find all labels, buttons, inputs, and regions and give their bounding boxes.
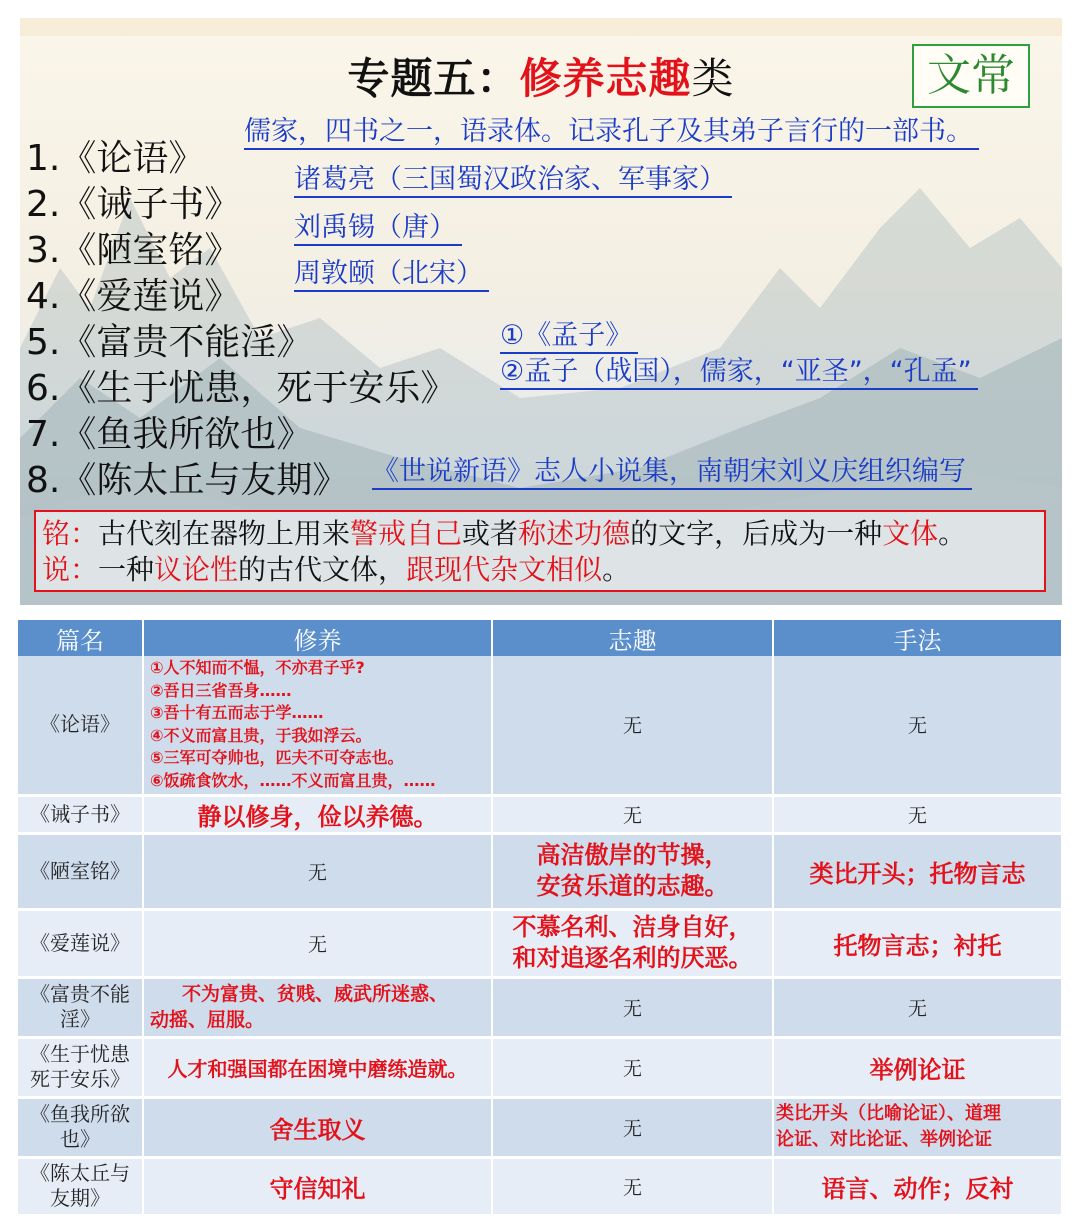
header-cultivation: 修养 <box>143 620 492 656</box>
note-loushiming: 刘禹锡（唐） <box>294 212 462 246</box>
cell-aspiration: 无 <box>492 795 773 833</box>
title-highlight: 修养志趣 <box>519 54 692 103</box>
cell-title: 《富贵不能 淫》 <box>18 977 143 1037</box>
definition-ming: 铭：古代刻在器物上用来警戒自己或者称述功德的文字，后成为一种文体。 <box>42 517 967 550</box>
cell-aspiration: 不慕名利、洁身自好， 和对追逐名利的厌恶。 <box>492 909 773 977</box>
cell-technique: 托物言志；衬托 <box>773 909 1062 977</box>
category-badge: 文常 <box>912 44 1030 108</box>
note-ailianshuo: 周敦颐（北宋） <box>294 258 489 292</box>
work-item: 4.《爱莲说》 <box>26 276 241 317</box>
summary-table <box>18 620 1062 1217</box>
note-jiezishu: 诸葛亮（三国蜀汉政治家、军事家） <box>294 164 732 198</box>
page-title <box>20 46 1062 106</box>
cell-cultivation: 守信知礼 <box>143 1157 492 1215</box>
cell-technique: 语言、动作；反衬 <box>773 1157 1062 1215</box>
cell-title: 《陋室铭》 <box>18 833 143 909</box>
cell-technique: 无 <box>773 977 1062 1037</box>
header-title: 篇名 <box>18 620 143 656</box>
note-lunyu: 儒家，四书之一，语录体。记录孔子及其弟子言行的一部书。 <box>244 116 979 150</box>
cell-aspiration: 无 <box>492 656 773 795</box>
table-row <box>18 909 1062 977</box>
cell-title: 《生于忧患 死于安乐》 <box>18 1037 143 1097</box>
cell-aspiration: 无 <box>492 977 773 1037</box>
work-item: 2.《诫子书》 <box>26 184 241 225</box>
header-aspiration: 志趣 <box>492 620 773 656</box>
cell-technique: 类比开头；托物言志 <box>773 833 1062 909</box>
title-prefix: 专题五： <box>347 54 520 103</box>
title-suffix: 类 <box>691 54 735 103</box>
cell-cultivation: 人才和强国都在困境中磨练造就。 <box>143 1037 492 1097</box>
cell-aspiration: 无 <box>492 1157 773 1215</box>
definition-box <box>34 510 1046 592</box>
cell-aspiration: 高洁傲岸的节操， 安贫乐道的志趣。 <box>492 833 773 909</box>
cell-cultivation: 不为富贵、贫贱、威武所迷惑、 动摇、屈服。 <box>143 977 492 1037</box>
table-row <box>18 1097 1062 1157</box>
table-row <box>18 1037 1062 1097</box>
cell-title: 《爱莲说》 <box>18 909 143 977</box>
cell-title: 《陈太丘与 友期》 <box>18 1157 143 1215</box>
cell-title: 《论语》 <box>18 656 143 795</box>
note-mengzi-author: ②孟子（战国），儒家，“亚圣”，“孔孟” <box>500 356 978 390</box>
cell-cultivation: ①人不知而不愠，不亦君子乎? ②吾日三省吾身…… ③吾十有五而志于学…… ④不义而富且贵，于我如浮云。 ⑤三军可夺帅也，匹夫不可夺志也。 ⑥饭疏食饮水，……不义而富且贵，…… <box>143 656 492 795</box>
work-item: 1.《论语》 <box>26 138 205 179</box>
work-item: 5.《富贵不能淫》 <box>26 322 313 363</box>
work-item: 6.《生于忧患，死于安乐》 <box>26 368 457 409</box>
cell-cultivation: 无 <box>143 833 492 909</box>
definition-shuo: 说：一种议论性的古代文体，跟现代杂文相似。 <box>42 553 631 586</box>
cell-aspiration: 无 <box>492 1097 773 1157</box>
cell-cultivation: 静以修身，俭以养德。 <box>143 795 492 833</box>
cell-title: 《鱼我所欲 也》 <box>18 1097 143 1157</box>
cell-aspiration: 无 <box>492 1037 773 1097</box>
cell-technique: 类比开头（比喻论证）、道理 论证、对比论证、举例论证 <box>773 1097 1062 1157</box>
table-row <box>18 656 1062 795</box>
cell-cultivation: 舍生取义 <box>143 1097 492 1157</box>
cell-title: 《诫子书》 <box>18 795 143 833</box>
note-chentaiqiu: 《世说新语》志人小说集，南朝宋刘义庆组织编写 <box>372 456 972 490</box>
table-row <box>18 1157 1062 1215</box>
table-row <box>18 977 1062 1037</box>
note-mengzi-book: ①《孟子》 <box>500 320 638 354</box>
cell-technique: 无 <box>773 656 1062 795</box>
cell-technique: 举例论证 <box>773 1037 1062 1097</box>
work-item: 3.《陋室铭》 <box>26 230 241 271</box>
table-row <box>18 833 1062 909</box>
header-technique: 手法 <box>773 620 1062 656</box>
table-row <box>18 795 1062 833</box>
cell-technique: 无 <box>773 795 1062 833</box>
cell-cultivation: 无 <box>143 909 492 977</box>
work-item: 7.《鱼我所欲也》 <box>26 414 313 455</box>
topic-slide <box>20 18 1062 605</box>
work-item: 8.《陈太丘与友期》 <box>26 460 349 501</box>
